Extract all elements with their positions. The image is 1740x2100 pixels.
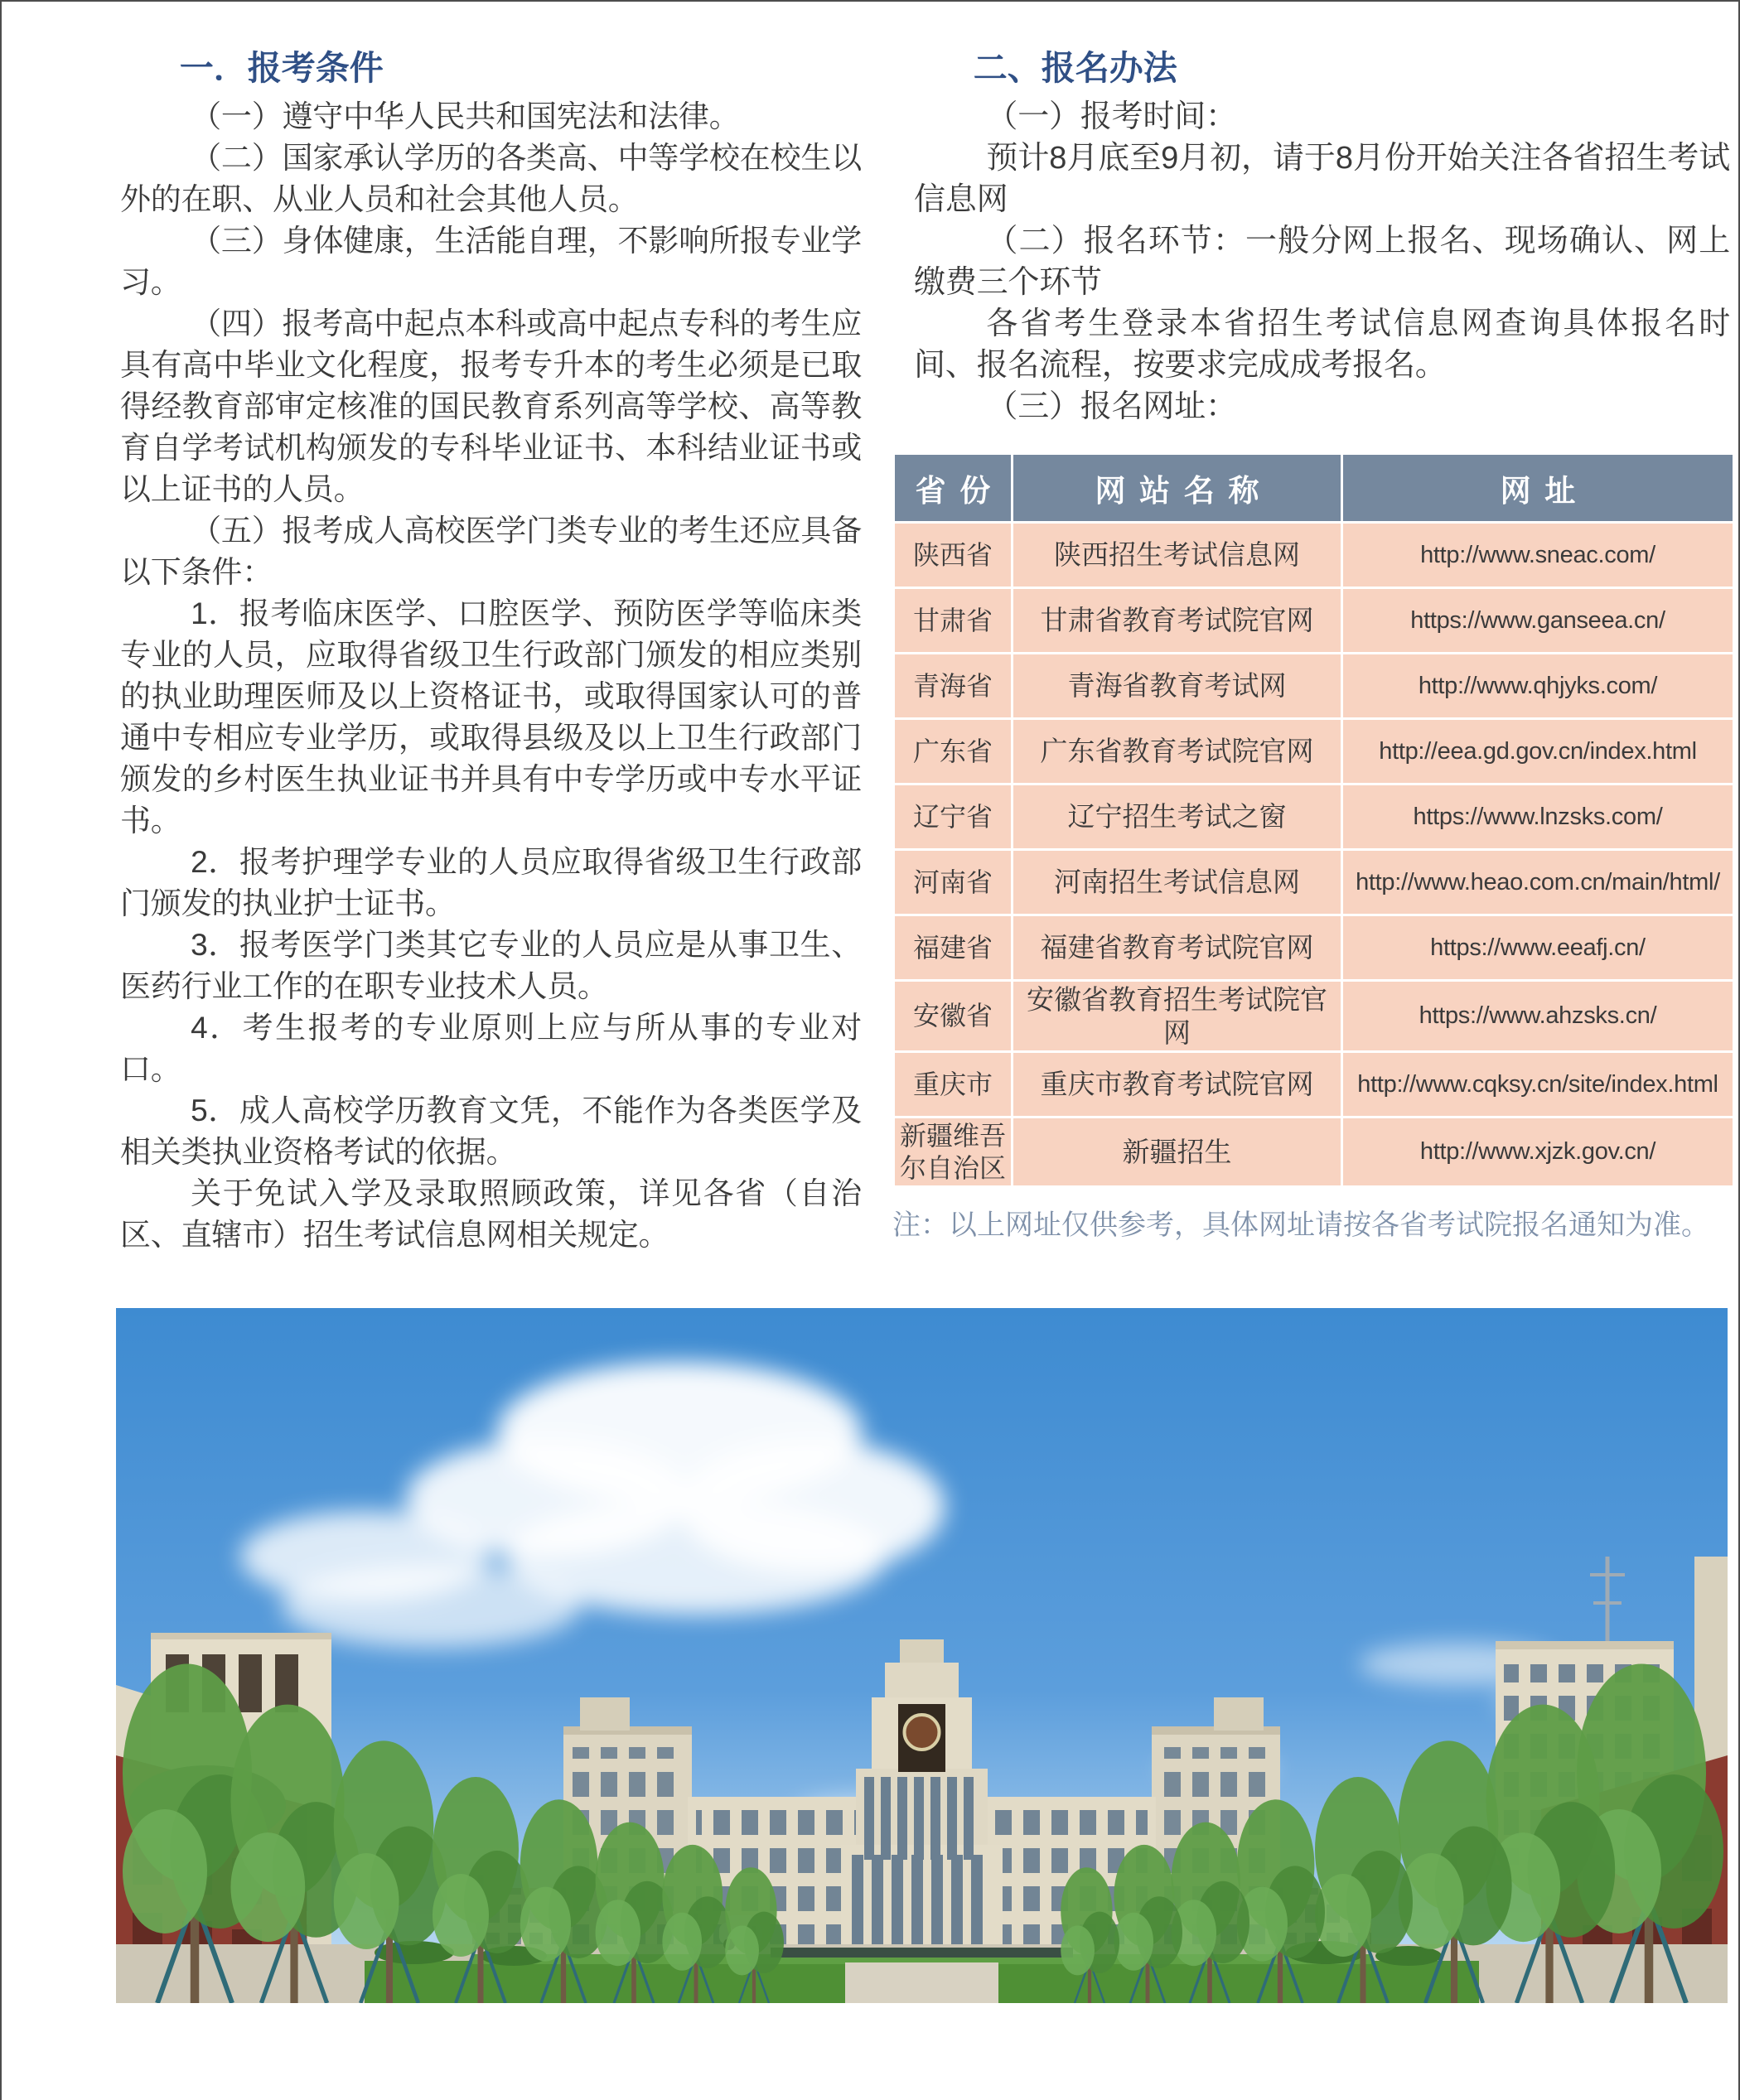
column-header: 网址: [1343, 455, 1733, 521]
section-heading-registration: 二、报名办法: [973, 49, 1177, 87]
url-cell: https://www.lnzsks.com/: [1343, 785, 1733, 848]
paragraph: 关于免试入学及录取照顾政策，详见各省（自治区、直辖市）招生考试信息网相关规定。: [120, 1176, 862, 1252]
url-cell: http://www.xjzk.gov.cn/: [1343, 1118, 1733, 1185]
url-cell: http://eea.gd.gov.cn/index.html: [1343, 720, 1733, 783]
site-name-cell: 福建省教育考试院官网: [1013, 916, 1341, 979]
province-cell: 甘肃省: [895, 589, 1011, 652]
site-name-cell: 陕西招生考试信息网: [1013, 524, 1341, 587]
site-name-cell: 青海省教育考试网: [1013, 654, 1341, 717]
site-name-cell: 辽宁招生考试之窗: [1013, 785, 1341, 848]
campus-photo: [116, 1308, 1728, 2003]
section-exam-conditions: [120, 45, 862, 1256]
paragraph: 预计8月底至9月初，请于8月份开始关注各省招生考试信息网: [914, 141, 1730, 217]
table-note: 注：以上网址仅供参考，具体网址请按各省考试院报名通知为准。: [892, 1209, 1709, 1241]
paragraph: 4．考生报考的专业原则上应与所从事的专业对口。: [120, 1011, 862, 1086]
column-header: 省份: [895, 455, 1011, 521]
url-cell: https://www.ganseea.cn/: [1343, 589, 1733, 652]
site-name-cell: 广东省教育考试院官网: [1013, 720, 1341, 783]
table-row: [895, 785, 1733, 848]
province-cell: 河南省: [895, 851, 1011, 914]
paragraph: （二）国家承认学历的各类高、中等学校在校生以外的在职、从业人员和社会其他人员。: [120, 141, 862, 216]
url-cell: http://www.sneac.com/: [1343, 524, 1733, 587]
paragraph: （三）报名网址：: [986, 389, 1237, 424]
paragraph: （四）报考高中起点本科或高中起点专科的考生应具有高中毕业文化程度，报考专升本的考生必须是已取得经教育部审定核准的国民教育系列高等学校、高等教育自学考试机构颁发的专科毕业证书、本科结业证书或以上证书的人员。: [120, 307, 862, 506]
table-row: [895, 916, 1733, 979]
site-name-cell: 河南招生考试信息网: [1013, 851, 1341, 914]
paragraph: 1．报考临床医学、口腔医学、预防医学等临床类专业的人员，应取得省级卫生行政部门颁发的相应类别的执业助理医师及以上资格证书，或取得国家认可的普通中专相应专业学历，或取得县级及以上卫生行政部门颁发的乡村医生执业证书并具有中专学历或中专水平证书。: [120, 596, 862, 838]
province-cell: 辽宁省: [895, 785, 1011, 848]
province-cell: 青海省: [895, 654, 1011, 717]
paragraph: 5．成人高校学历教育文凭，不能作为各类医学及相关类执业资格考试的依据。: [120, 1093, 862, 1169]
paragraph: 3．报考医学门类其它专业的人员应是从事卫生、医药行业工作的在职专业技术人员。: [120, 928, 862, 1003]
campus-photo-illustration: [116, 1308, 1728, 2003]
table-row: [895, 589, 1733, 652]
url-cell: http://www.heao.com.cn/main/html/: [1343, 851, 1733, 914]
table-row: [895, 524, 1733, 587]
column-header: 网站名称: [1013, 455, 1341, 521]
section-heading-conditions: 一．报考条件: [179, 49, 384, 87]
paragraph: 2．报考护理学专业的人员应取得省级卫生行政部门颁发的执业护士证书。: [120, 845, 862, 920]
table-row: [895, 851, 1733, 914]
registration-paragraphs: [914, 96, 1730, 427]
clock-face: [905, 1715, 940, 1750]
site-name-cell: 安徽省教育招生考试院官网: [1013, 982, 1341, 1050]
table-row: [895, 720, 1733, 783]
province-cell: 安徽省: [895, 982, 1011, 1050]
province-cell: 广东省: [895, 720, 1011, 783]
table-row: [895, 1053, 1733, 1116]
url-cell: http://www.cqksy.cn/site/index.html: [1343, 1053, 1733, 1116]
websites-table: [892, 452, 1735, 1188]
paragraph: （一）报考时间：: [986, 99, 1237, 134]
url-cell: https://www.ahzsks.cn/: [1343, 982, 1733, 1050]
province-cell: 重庆市: [895, 1053, 1011, 1116]
site-name-cell: 甘肃省教育考试院官网: [1013, 589, 1341, 652]
table-row: [895, 1118, 1733, 1185]
paragraph: 各省考生登录本省招生考试信息网查询具体报名时间、报名流程，按要求完成成考报名。: [914, 307, 1730, 383]
table-row: [895, 982, 1733, 1050]
site-name-cell: 新疆招生: [1013, 1118, 1341, 1185]
ground: [116, 1941, 1728, 2003]
province-cell: 福建省: [895, 916, 1011, 979]
province-cell: 陕西省: [895, 524, 1011, 587]
paragraph: （二）报名环节：一般分网上报名、现场确认、网上缴费三个环节: [914, 224, 1730, 300]
table-row: [895, 654, 1733, 717]
section-registration-method: [892, 45, 1730, 1244]
conditions-paragraphs: [120, 96, 862, 1256]
paragraph: （五）报考成人高校医学门类专业的考生还应具备以下条件：: [120, 514, 862, 589]
url-cell: http://www.qhjyks.com/: [1343, 654, 1733, 717]
table-header-row: [895, 455, 1733, 521]
site-name-cell: 重庆市教育考试院官网: [1013, 1053, 1341, 1116]
province-cell: 新疆维吾尔自治区: [895, 1118, 1011, 1185]
paragraph: （三）身体健康，生活能自理，不影响所报专业学习。: [120, 224, 862, 299]
url-cell: https://www.eeafj.cn/: [1343, 916, 1733, 979]
paragraph: （一）遵守中华人民共和国宪法和法律。: [191, 99, 740, 133]
